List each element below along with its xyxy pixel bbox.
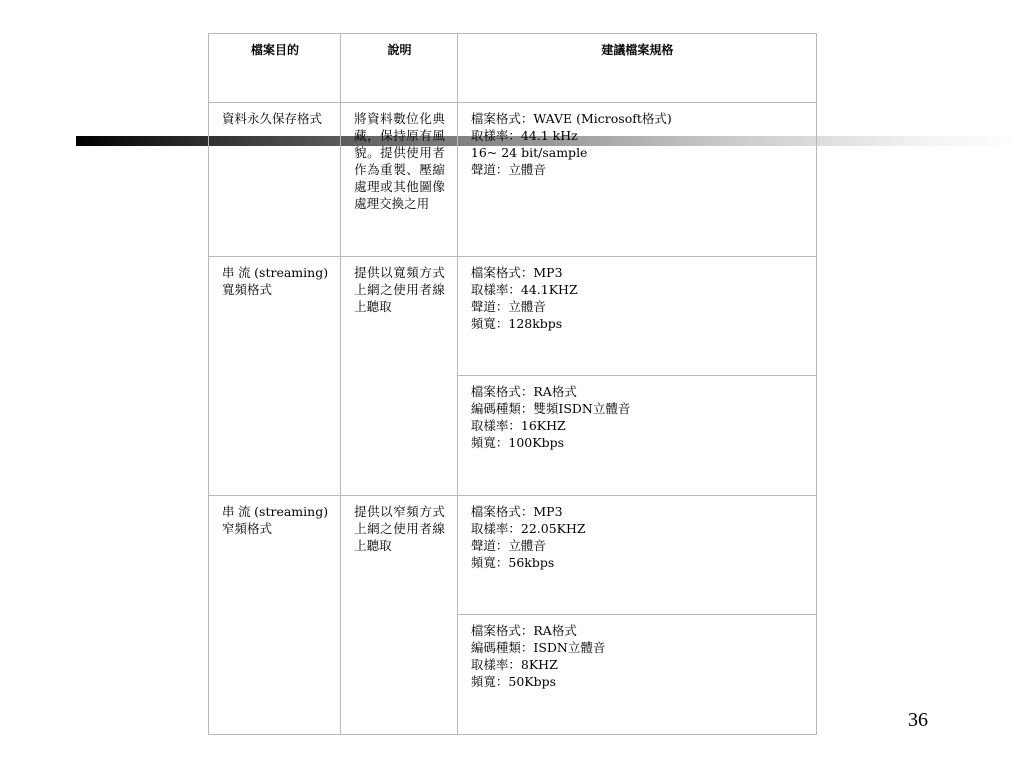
spec-line: 取樣率：22.05KHZ [470, 520, 586, 536]
spec-line: 取樣率：44.1KHZ [470, 282, 578, 298]
purpose-cell: 資料永久保存格式 [209, 103, 341, 257]
spec-cell [457, 376, 816, 495]
spec-line: 檔案格式：WAVE (Microsoft格式) [470, 111, 672, 127]
spec-line: 取樣率：8KHZ [470, 656, 558, 672]
spec-line: 編碼種類：雙頻ISDN立體音 [470, 401, 631, 417]
table-header-row [209, 34, 817, 103]
spec-cell [457, 495, 816, 614]
spec-line: 取樣率：16KHZ [470, 418, 566, 434]
description-cell: 提供以寬頻方式上網之使用者線上聽取 [341, 257, 458, 495]
table-row [209, 257, 817, 376]
spec-line: 取樣率：44.1 kHz [470, 128, 578, 144]
spec-line: 編碼種類：ISDN立體音 [470, 639, 606, 655]
description-cell: 將資料數位化典藏，保持原有風貌。提供使用者作為重製、壓縮處理或其他圖像處理交換之用 [341, 103, 458, 257]
spec-cell [457, 103, 816, 257]
description-cell: 提供以窄頻方式上網之使用者線上聽取 [341, 495, 458, 734]
spec-line: 檔案格式：MP3 [470, 503, 563, 519]
header-specification: 建議檔案規格 [457, 34, 816, 103]
spec-cell [457, 614, 816, 734]
spec-line: 檔案格式：RA格式 [470, 384, 577, 400]
spec-line: 16~ 24 bit/sample [470, 145, 588, 161]
table-row [209, 495, 817, 614]
spec-cell [457, 257, 816, 376]
spec-line: 頻寬：128kbps [470, 316, 563, 332]
spec-line: 聲道：立體音 [470, 162, 546, 178]
purpose-cell: 串流(streaming) 寬頻格式 [209, 257, 341, 495]
purpose-cell: 串流(streaming) 窄頻格式 [209, 495, 341, 734]
spec-line: 聲道：立體音 [470, 537, 546, 553]
header-description: 說明 [341, 34, 458, 103]
header-purpose: 檔案目的 [209, 34, 341, 103]
spec-line: 檔案格式：MP3 [470, 265, 563, 281]
audio-file-spec-table [208, 33, 817, 735]
table-row [209, 103, 817, 257]
spec-line: 聲道：立體音 [470, 299, 546, 315]
page-number: 36 [908, 709, 928, 731]
spec-line: 頻寬：50Kbps [470, 673, 557, 689]
spec-line: 檔案格式：RA格式 [470, 622, 577, 638]
spec-line: 頻寬：100Kbps [470, 435, 564, 451]
spec-line: 頻寬：56kbps [470, 554, 555, 570]
